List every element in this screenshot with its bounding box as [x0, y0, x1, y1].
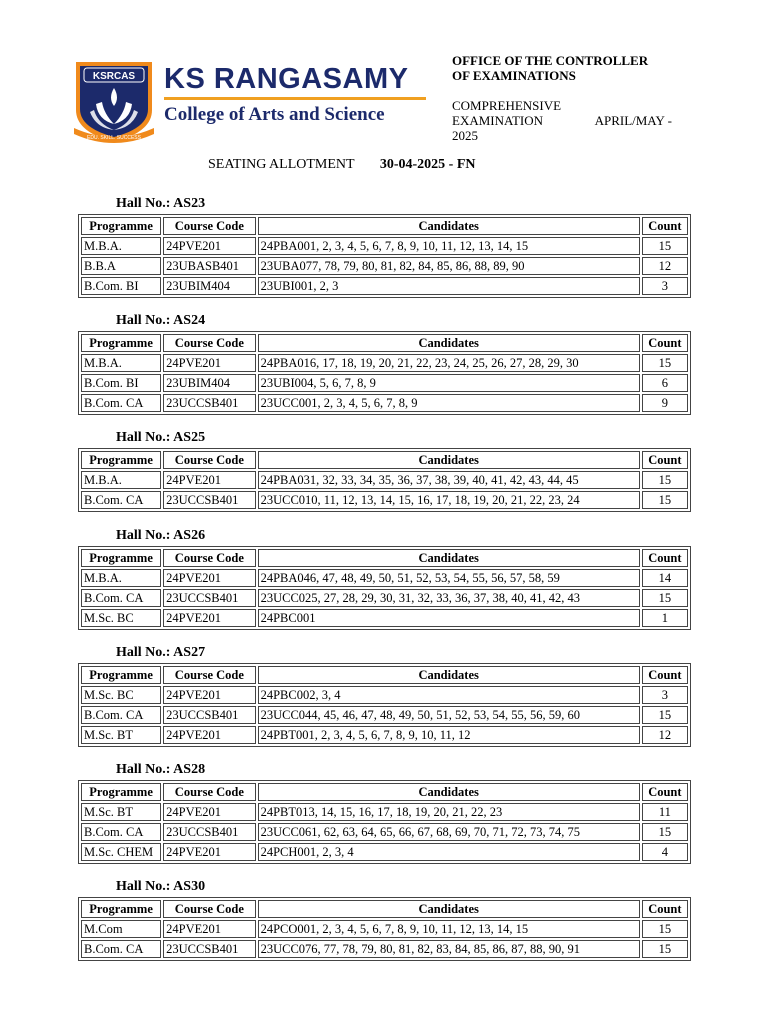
cell-count: 15 [642, 471, 688, 489]
header-programme: Programme [81, 217, 161, 235]
table-row [81, 257, 688, 275]
table-row [81, 374, 688, 392]
hall-title: Hall No.: AS25 [116, 430, 206, 445]
table-row [81, 726, 688, 744]
table-row [81, 471, 688, 489]
cell-candidates: 23UBI004, 5, 6, 7, 8, 9 [258, 374, 640, 392]
cell-course-code: 23UCCSB401 [163, 823, 255, 841]
cell-course-code: 24PVE201 [163, 609, 255, 627]
cell-course-code: 24PVE201 [163, 843, 255, 861]
allotment-date: 30-04-2025 - FN [379, 157, 476, 172]
table-row [81, 277, 688, 295]
college-logo [68, 54, 160, 146]
header-programme: Programme [81, 666, 161, 684]
cell-programme: B.B.A [81, 257, 161, 275]
cell-programme: B.Com. CA [81, 706, 161, 724]
cell-count: 4 [642, 843, 688, 861]
header-candidates: Candidates [258, 666, 640, 684]
exam-line-2a: EXAMINATION [452, 113, 543, 128]
header-programme: Programme [81, 783, 161, 801]
cell-programme: M.Sc. BC [81, 686, 161, 704]
cell-count: 9 [642, 394, 688, 412]
header-candidates: Candidates [258, 334, 640, 352]
header-count: Count [642, 783, 688, 801]
header-count: Count [642, 900, 688, 918]
table-header-row [81, 900, 688, 918]
cell-course-code: 23UCCSB401 [163, 589, 255, 607]
cell-course-code: 23UBIM404 [163, 277, 255, 295]
table-row [81, 803, 688, 821]
cell-course-code: 23UBASB401 [163, 257, 255, 275]
college-subtitle: College of Arts and Science [164, 104, 385, 125]
cell-count: 12 [642, 257, 688, 275]
table-row [81, 394, 688, 412]
cell-count: 15 [642, 706, 688, 724]
table-header-row [81, 217, 688, 235]
cell-programme: B.Com. CA [81, 589, 161, 607]
cell-count: 15 [642, 491, 688, 509]
seating-table [78, 780, 691, 864]
header-course-code: Course Code [163, 451, 255, 469]
seating-table [78, 897, 691, 961]
cell-candidates: 24PBA046, 47, 48, 49, 50, 51, 52, 53, 54, 55, 56, 57, 58, 59 [258, 569, 640, 587]
cell-programme: B.Com. BI [81, 374, 161, 392]
table-row [81, 491, 688, 509]
cell-course-code: 23UCCSB401 [163, 706, 255, 724]
header-course-code: Course Code [163, 217, 255, 235]
cell-programme: M.Com [81, 920, 161, 938]
seating-table [78, 214, 691, 298]
college-name: KS RANGASAMY [164, 63, 409, 95]
cell-course-code: 24PVE201 [163, 803, 255, 821]
header-course-code: Course Code [163, 666, 255, 684]
header-programme: Programme [81, 451, 161, 469]
cell-candidates: 23UCC010, 11, 12, 13, 14, 15, 16, 17, 18, 19, 20, 21, 22, 23, 24 [258, 491, 640, 509]
table-row [81, 940, 688, 958]
header-count: Count [642, 666, 688, 684]
cell-count: 1 [642, 609, 688, 627]
cell-programme: B.Com. BI [81, 277, 161, 295]
cell-candidates: 24PBT013, 14, 15, 16, 17, 18, 19, 20, 21, 22, 23 [258, 803, 640, 821]
header-count: Count [642, 549, 688, 567]
table-row [81, 920, 688, 938]
table-row [81, 609, 688, 627]
cell-candidates: 23UCC044, 45, 46, 47, 48, 49, 50, 51, 52, 53, 54, 55, 56, 59, 60 [258, 706, 640, 724]
office-line-2: OF EXAMINATIONS [452, 68, 576, 83]
table-header-row [81, 549, 688, 567]
logo-tagline: EDU. SKILL. SUCCESS [87, 135, 141, 141]
hall-title: Hall No.: AS30 [116, 879, 206, 894]
cell-candidates: 23UBA077, 78, 79, 80, 81, 82, 84, 85, 86, 88, 89, 90 [258, 257, 640, 275]
cell-candidates: 23UCC061, 62, 63, 64, 65, 66, 67, 68, 69, 70, 71, 72, 73, 74, 75 [258, 823, 640, 841]
cell-candidates: 23UCC025, 27, 28, 29, 30, 31, 32, 33, 36, 37, 38, 40, 41, 42, 43 [258, 589, 640, 607]
cell-count: 15 [642, 920, 688, 938]
cell-candidates: 23UBI001, 2, 3 [258, 277, 640, 295]
cell-count: 15 [642, 237, 688, 255]
table-row [81, 823, 688, 841]
cell-candidates: 24PBC002, 3, 4 [258, 686, 640, 704]
hall-title: Hall No.: AS27 [116, 645, 206, 660]
cell-count: 15 [642, 589, 688, 607]
header-course-code: Course Code [163, 783, 255, 801]
cell-count: 15 [642, 823, 688, 841]
cell-programme: M.B.A. [81, 471, 161, 489]
cell-course-code: 24PVE201 [163, 354, 255, 372]
cell-programme: M.B.A. [81, 237, 161, 255]
table-row [81, 237, 688, 255]
cell-candidates: 23UCC076, 77, 78, 79, 80, 81, 82, 83, 84, 85, 86, 87, 88, 90, 91 [258, 940, 640, 958]
cell-count: 6 [642, 374, 688, 392]
table-header-row [81, 783, 688, 801]
office-title [452, 53, 672, 83]
seating-table [78, 546, 691, 630]
cell-count: 3 [642, 686, 688, 704]
cell-programme: B.Com. CA [81, 823, 161, 841]
header-count: Count [642, 217, 688, 235]
cell-candidates: 24PBC001 [258, 609, 640, 627]
hall-title: Hall No.: AS23 [116, 196, 206, 211]
college-divider [164, 97, 426, 100]
table-header-row [81, 666, 688, 684]
header-candidates: Candidates [258, 217, 640, 235]
cell-candidates: 24PCH001, 2, 3, 4 [258, 843, 640, 861]
table-row [81, 706, 688, 724]
cell-count: 3 [642, 277, 688, 295]
table-row [81, 354, 688, 372]
header-candidates: Candidates [258, 549, 640, 567]
header-candidates: Candidates [258, 900, 640, 918]
cell-programme: B.Com. CA [81, 940, 161, 958]
seating-table [78, 663, 691, 747]
table-row [81, 843, 688, 861]
cell-candidates: 24PBT001, 2, 3, 4, 5, 6, 7, 8, 9, 10, 11, 12 [258, 726, 640, 744]
header-programme: Programme [81, 549, 161, 567]
cell-count: 14 [642, 569, 688, 587]
table-header-row [81, 334, 688, 352]
cell-course-code: 23UCCSB401 [163, 940, 255, 958]
cell-course-code: 23UBIM404 [163, 374, 255, 392]
header-course-code: Course Code [163, 549, 255, 567]
cell-count: 12 [642, 726, 688, 744]
header-candidates: Candidates [258, 451, 640, 469]
cell-course-code: 24PVE201 [163, 686, 255, 704]
cell-course-code: 24PVE201 [163, 569, 255, 587]
exam-line-2b: APRIL/MAY - [594, 113, 672, 128]
seating-allotment-heading [208, 157, 476, 173]
cell-programme: M.Sc. BT [81, 803, 161, 821]
cell-programme: B.Com. CA [81, 394, 161, 412]
header-programme: Programme [81, 900, 161, 918]
seating-table [78, 331, 691, 415]
cell-count: 15 [642, 940, 688, 958]
hall-title: Hall No.: AS24 [116, 313, 206, 328]
header-count: Count [642, 451, 688, 469]
header-count: Count [642, 334, 688, 352]
exam-title [452, 98, 672, 143]
table-row [81, 569, 688, 587]
table-row [81, 686, 688, 704]
table-header-row [81, 451, 688, 469]
cell-count: 11 [642, 803, 688, 821]
cell-programme: M.Sc. CHEM [81, 843, 161, 861]
header-candidates: Candidates [258, 783, 640, 801]
cell-course-code: 24PVE201 [163, 471, 255, 489]
cell-programme: B.Com. CA [81, 491, 161, 509]
cell-course-code: 23UCCSB401 [163, 394, 255, 412]
header-course-code: Course Code [163, 900, 255, 918]
cell-candidates: 23UCC001, 2, 3, 4, 5, 6, 7, 8, 9 [258, 394, 640, 412]
header-course-code: Course Code [163, 334, 255, 352]
logo-text: KSRCAS [92, 71, 136, 82]
cell-candidates: 24PBA031, 32, 33, 34, 35, 36, 37, 38, 39, 40, 41, 42, 43, 44, 45 [258, 471, 640, 489]
cell-programme: M.Sc. BT [81, 726, 161, 744]
cell-course-code: 24PVE201 [163, 920, 255, 938]
table-row [81, 589, 688, 607]
allotment-label: SEATING ALLOTMENT [208, 157, 355, 172]
seating-table [78, 448, 691, 512]
college-title-block [164, 64, 434, 126]
cell-candidates: 24PBA016, 17, 18, 19, 20, 21, 22, 23, 24, 25, 26, 27, 28, 29, 30 [258, 354, 640, 372]
cell-candidates: 24PBA001, 2, 3, 4, 5, 6, 7, 8, 9, 10, 11, 12, 13, 14, 15 [258, 237, 640, 255]
cell-candidates: 24PCO001, 2, 3, 4, 5, 6, 7, 8, 9, 10, 11, 12, 13, 14, 15 [258, 920, 640, 938]
cell-course-code: 24PVE201 [163, 726, 255, 744]
exam-line-1: COMPREHENSIVE [452, 98, 562, 113]
cell-programme: M.B.A. [81, 354, 161, 372]
cell-programme: M.Sc. BC [81, 609, 161, 627]
cell-course-code: 23UCCSB401 [163, 491, 255, 509]
office-line-1: OFFICE OF THE CONTROLLER [452, 53, 649, 68]
hall-title: Hall No.: AS28 [116, 762, 206, 777]
cell-course-code: 24PVE201 [163, 237, 255, 255]
header-programme: Programme [81, 334, 161, 352]
exam-line-3: 2025 [452, 128, 478, 143]
cell-count: 15 [642, 354, 688, 372]
cell-programme: M.B.A. [81, 569, 161, 587]
hall-title: Hall No.: AS26 [116, 528, 206, 543]
